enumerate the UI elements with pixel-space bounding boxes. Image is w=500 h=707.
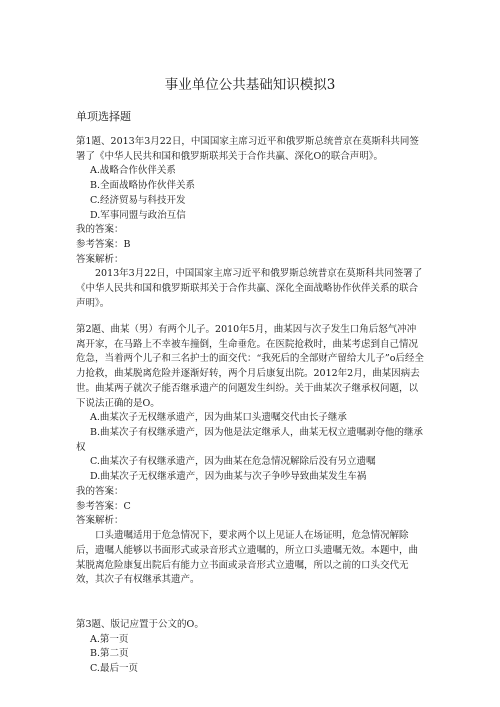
question-2 — [76, 323, 424, 588]
question-2-analysis: 口头遗嘱适用于危急情况下，要求两个以上见证人在场证明，危急情况解除后，遗嘱人能够以书面形式或录音形式立遗嘱的，所立口头遗嘱无效。本题中，曲某脱离危险康复出院后有能力立书面或录音形式立遗嘱，所以之前的口头交代无效，其次子有权继承其遗产。 — [76, 530, 419, 586]
question-1-reference-answer: 参考答案：B — [76, 239, 131, 251]
question-2-option-c: C.曲某次子有权继承遗产，因为曲某在危急情况解除后没有另立遗嘱 — [90, 456, 376, 468]
question-1 — [76, 135, 424, 312]
question-3-option-b: B.第二页 — [90, 648, 129, 660]
question-2-stem: 第2题、曲某（男）有两个儿子。2010年5月，曲某因与次子发生口角后怒气冲冲离开家，在马路上不幸被车撞倒，生命垂危。在医院抢救时，曲某考虑到自己情况危急，当着两个儿子和三名护士的面交代：“我死后的全部财产留给大儿子”o后经全力抢救，曲某脱离危险并逐渐好转，两个月后康复出院。2012年2月，曲某因病去世。曲某两子就次子能否继承遗产的问题发生纠纷。关于曲某次子继承权问题，以下说法正确的是O。 — [76, 324, 424, 409]
question-2-option-d: D.曲某次子无权继承遗产，因为曲某与次子争吵导致曲某发生车祸 — [90, 471, 367, 483]
question-1-option-d: D.军事同盟与政治互信 — [90, 209, 186, 221]
question-1-option-c: C.经济贸易与科技开发 — [90, 194, 186, 206]
question-1-stem: 第1题、2013年3月22日，中国国家主席习近平和俄罗斯总统普京在莫斯科共同签署了《中华人民共和国和俄罗斯联邦关于合作共赢、深化O的联合声明》。 — [76, 136, 419, 162]
question-2-analysis-label: 答案解析： — [76, 515, 124, 527]
question-1-analysis: 2013年3月22日，中国国家主席习近平和俄罗斯总统普京在莫斯科共同签署了《中华人民共和国和俄罗斯联邦关于合作共赢、深化全面战略协作伙伴关系的联合声明》。 — [76, 268, 423, 309]
question-3-option-a: A.第一页 — [90, 633, 129, 645]
question-1-analysis-label: 答案解析： — [76, 253, 124, 265]
question-2-option-b: B.曲某次子有权继承遗产，因为他是法定继承人，曲某无权立遗嘱剥夺他的继承权 — [76, 427, 424, 453]
question-1-my-answer: 我的答案： — [76, 224, 124, 236]
question-1-option-b: B.全面战略协作伙伴关系 — [90, 180, 196, 192]
question-3-option-c: C.最后一页 — [90, 663, 138, 675]
question-2-my-answer: 我的答案： — [76, 485, 124, 497]
page-title: 事业单位公共基础知识模拟3 — [164, 77, 336, 93]
question-1-option-a: A.战略合作伙伴关系 — [90, 165, 176, 177]
question-2-reference-answer: 参考答案：C — [76, 500, 131, 512]
section-heading: 单项选择题 — [76, 110, 131, 123]
question-3 — [76, 618, 424, 677]
question-3-stem: 第3题、版记应置于公文的O。 — [76, 619, 204, 630]
question-2-option-a: A.曲某次子无权继承遗产，因为曲某口头遗嘱交代由长子继承 — [90, 412, 347, 424]
